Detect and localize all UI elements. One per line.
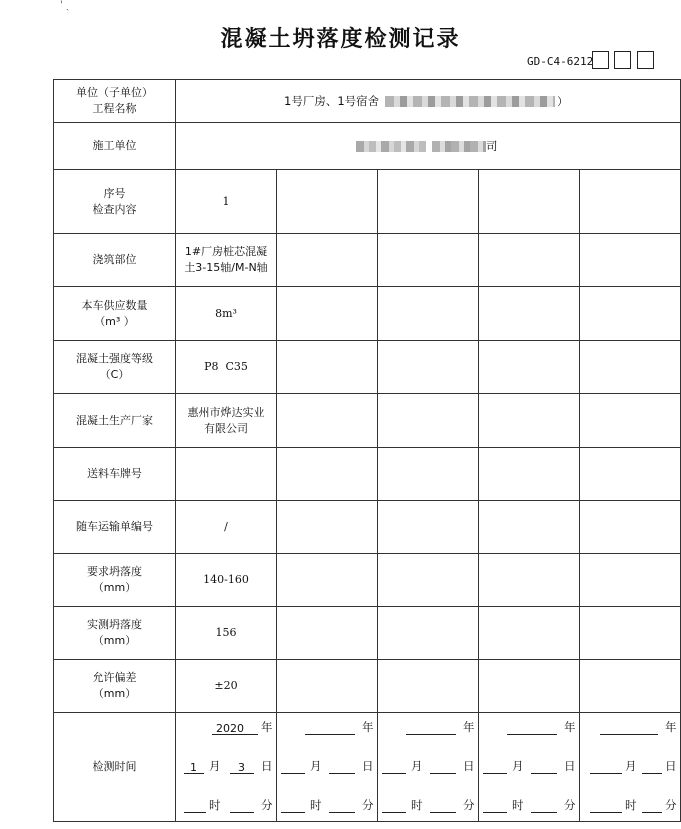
empty-cell — [378, 341, 479, 394]
row-seq — [54, 170, 681, 234]
row-grade — [54, 341, 681, 394]
year-char: 年 — [665, 720, 677, 734]
empty-cell — [277, 394, 378, 448]
empty-cell — [378, 394, 479, 448]
row-waybill — [54, 501, 681, 554]
row-measured-slump — [54, 607, 681, 660]
redacted-text — [385, 96, 555, 107]
row-truck — [54, 448, 681, 501]
req-label: 要求坍落度 （mm） — [54, 554, 176, 607]
empty-cell — [580, 341, 681, 394]
year-char: 年 — [362, 720, 374, 734]
pour-label: 浇筑部位 — [54, 234, 176, 287]
maker-label: 混凝土生产厂家 — [54, 394, 176, 448]
row-contractor — [54, 123, 681, 170]
empty-cell — [479, 234, 580, 287]
minute-char: 分 — [665, 798, 677, 812]
unit-value: 1号厂房、1号宿舍 ） — [176, 80, 681, 123]
contractor-value: 司 — [176, 123, 681, 170]
unit-label: 单位（子单位） 工程名称 — [54, 80, 176, 123]
form-code: GD-C4-6212 — [527, 55, 594, 68]
row-unit — [54, 80, 681, 123]
day-value: 3 — [238, 761, 245, 774]
empty-cell — [479, 448, 580, 501]
empty-cell — [580, 660, 681, 713]
empty-cell — [479, 660, 580, 713]
year-char: 年 — [463, 720, 475, 734]
empty-cell — [580, 287, 681, 341]
empty-cell — [479, 170, 580, 234]
time-cell-3 — [378, 713, 479, 822]
day-char: 日 — [362, 759, 374, 773]
minute-char: 分 — [564, 798, 576, 812]
empty-cell — [378, 287, 479, 341]
time-cell-2 — [277, 713, 378, 822]
empty-cell — [580, 448, 681, 501]
empty-cell — [378, 501, 479, 554]
minute-char: 分 — [261, 798, 273, 812]
redacted-text — [432, 141, 486, 152]
time-cell-1 — [176, 713, 277, 822]
truck-label: 送料车牌号 — [54, 448, 176, 501]
empty-cell — [580, 501, 681, 554]
empty-cell — [479, 341, 580, 394]
grade-value: P8 C35 — [176, 341, 277, 394]
empty-cell — [580, 234, 681, 287]
grade-label: 混凝土强度等级 （C） — [54, 341, 176, 394]
tol-value: ±20 — [176, 660, 277, 713]
scan-mark: ' ˎ — [60, 0, 70, 11]
maker-value: 惠州市烨达实业 有限公司 — [176, 394, 277, 448]
req-value: 140-160 — [176, 554, 277, 607]
empty-cell — [479, 607, 580, 660]
month-char: 月 — [209, 759, 221, 773]
empty-cell — [378, 660, 479, 713]
empty-cell — [277, 287, 378, 341]
row-qty — [54, 287, 681, 341]
contractor-label: 施工单位 — [54, 123, 176, 170]
redacted-text — [356, 141, 426, 152]
qty-label: 本车供应数量 （m³ ） — [54, 287, 176, 341]
record-table — [53, 79, 681, 822]
minute-char: 分 — [463, 798, 475, 812]
empty-cell — [580, 554, 681, 607]
time-cell-5 — [580, 713, 681, 822]
empty-cell — [580, 607, 681, 660]
tol-label: 允许偏差 （mm） — [54, 660, 176, 713]
month-char: 月 — [512, 759, 524, 773]
hour-char: 时 — [625, 798, 637, 812]
row-maker — [54, 394, 681, 448]
minute-char: 分 — [362, 798, 374, 812]
code-box-1 — [592, 51, 609, 69]
empty-cell — [277, 501, 378, 554]
truck-value — [176, 448, 277, 501]
empty-cell — [277, 341, 378, 394]
document-title: 混凝土坍落度检测记录 — [220, 27, 461, 52]
day-char: 日 — [463, 759, 475, 773]
month-char: 月 — [310, 759, 322, 773]
empty-cell — [277, 660, 378, 713]
empty-cell — [378, 554, 479, 607]
empty-cell — [277, 554, 378, 607]
empty-cell — [479, 554, 580, 607]
day-char: 日 — [261, 759, 273, 773]
month-char: 月 — [625, 759, 637, 773]
pour-value: 1#厂房桩芯混凝 土3-15轴/M-N轴 — [176, 234, 277, 287]
row-required-slump — [54, 554, 681, 607]
month-value: 1 — [190, 761, 197, 774]
waybill-label: 随车运输单编号 — [54, 501, 176, 554]
hour-char: 时 — [310, 798, 322, 812]
empty-cell — [479, 287, 580, 341]
seq-value: 1 — [176, 170, 277, 234]
year-char: 年 — [564, 720, 576, 734]
empty-cell — [479, 501, 580, 554]
meas-label: 实测坍落度 （mm） — [54, 607, 176, 660]
row-tolerance — [54, 660, 681, 713]
day-char: 日 — [564, 759, 576, 773]
code-box-2 — [614, 51, 631, 69]
empty-cell — [277, 607, 378, 660]
day-char: 日 — [665, 759, 677, 773]
month-char: 月 — [411, 759, 423, 773]
empty-cell — [277, 234, 378, 287]
code-box-3 — [637, 51, 654, 69]
year-char: 年 — [261, 720, 273, 734]
empty-cell — [277, 170, 378, 234]
row-test-time — [54, 713, 681, 822]
hour-char: 时 — [512, 798, 524, 812]
meas-value: 156 — [176, 607, 277, 660]
seq-label: 序号 检查内容 — [54, 170, 176, 234]
time-cell-4 — [479, 713, 580, 822]
empty-cell — [580, 394, 681, 448]
time-label: 检测时间 — [54, 713, 176, 822]
row-pour — [54, 234, 681, 287]
empty-cell — [378, 607, 479, 660]
empty-cell — [580, 170, 681, 234]
hour-char: 时 — [209, 798, 221, 812]
empty-cell — [378, 234, 479, 287]
qty-value: 8m³ — [176, 287, 277, 341]
empty-cell — [277, 448, 378, 501]
year-value: 2020 — [216, 722, 244, 735]
waybill-value: / — [176, 501, 277, 554]
empty-cell — [378, 170, 479, 234]
empty-cell — [378, 448, 479, 501]
empty-cell — [479, 394, 580, 448]
hour-char: 时 — [411, 798, 423, 812]
